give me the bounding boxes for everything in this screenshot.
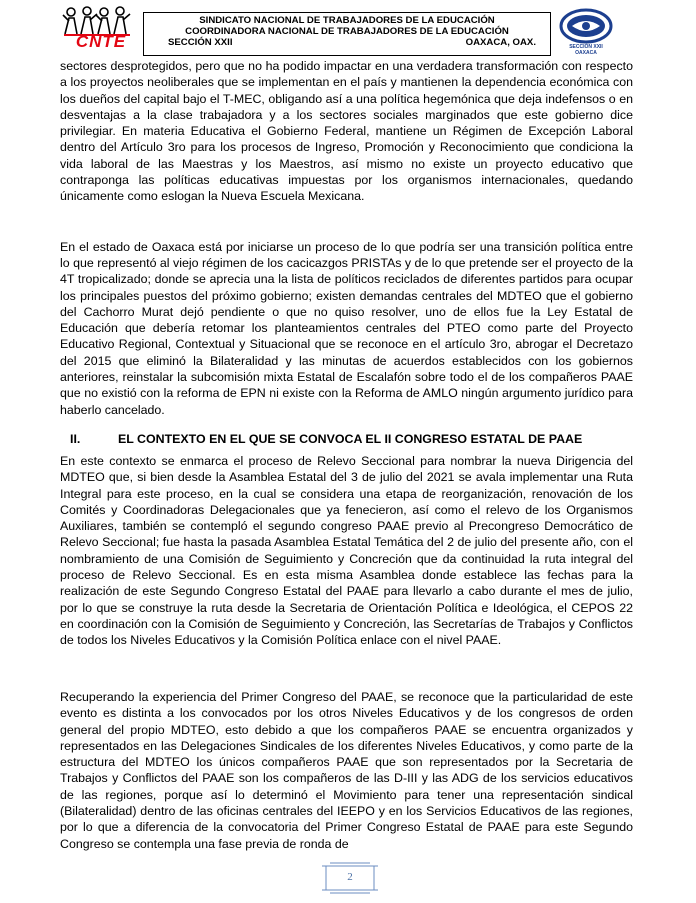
body-top xyxy=(60,58,633,418)
page-footer xyxy=(320,862,380,898)
paragraph: En el estado de Oaxaca está por iniciarse un proceso de lo que podría ser una transición política entre lo que representó al viejo régimen de los cacicazgos PRISTAs y de lo que pretende ser el proyecto de la 4T tropicalizado; donde se aprecia una la lista de políticos reciclados de diferentes partidos para ocupar los principales puestos del próximo gobierno; existen demandas centrales del MDTEO que el gobierno del Cachorro Murat dejó pendiente o que no quiso resolver, uno de ellos fue la Ley Estatal de Educación que debería retomar los planteamientos centrales del PTEO como parte del Proyecto Educativo Regional, Contextual y Situacional que se reconoce en el artículo 3ro, abrogar el Decretazo del 2015 que eliminó la Bilateralidad y las minutas de acuerdos establecidos con los gobiernos anteriores, reinstalar la subcomisión mixta Estatal de Escalafón sobre todo el de los compañeros PAAE que no existió con la reforma de EPN ni existe con la Reforma de AMLO ningún argumento jurídico para haberlo cancelado. xyxy=(60,239,633,417)
body-section-1 xyxy=(60,453,633,649)
header-line-1: SINDICATO NACIONAL DE TRABAJADORES DE LA EDUCACIÓN xyxy=(199,15,495,26)
seal-caption: SECCIÓN XXII OAXACA xyxy=(569,44,603,56)
cnte-logo-text: CNTE xyxy=(75,32,127,51)
header-location: OAXACA, OAX. xyxy=(465,37,536,48)
header-line-3 xyxy=(144,37,550,48)
paragraph: En este contexto se enmarca el proceso de Relevo Seccional para nombrar la nueva Dirigencia del MDTEO que, si bien desde la Asamblea Estatal del 3 de julio del 2021 se avala implementar una Ruta Integral para este proceso, en la cual se considera una etapa de reorganización, renovación de los Comités y Coordinadoras Delegacionales que ya fenecieron, así como el relevo de los Organismos Auxiliares, también se contempló el segundo congreso PAAE previo al Precongreso Democrático de Relevo Seccional; fue hasta la pasada Asamblea Estatal Temática del 2 de julio del presente año, con el nombramiento de una Comisión de Seguimiento y Concreción que da continuidad la ruta integral del proceso de Relevo Seccional. Es en esta misma Asamblea donde establece las fechas para la realización de este Segundo Congreso Estatal del PAAE para llevarlo a cabo durante el mes de julio, por lo que se construye la ruta desde la Secretaria de Orientación Política e Ideológica, el CEPOS 22 en coordinación con la Comisión de Seguimiento y Concreción, las Secretarías de Trabajos y Conflictos de todos los Niveles Educativos y la Comisión Política enlace con el nivel PAAE. xyxy=(60,454,633,648)
header-line-2: COORDINADORA NACIONAL DE TRABAJADORES DE LA EDUCACIÓN xyxy=(185,26,509,37)
cnte-logo xyxy=(58,6,134,54)
page-header xyxy=(0,0,696,60)
section-number: II. xyxy=(70,432,81,446)
header-section: SECCIÓN XXII xyxy=(168,37,233,48)
page-number: 2 xyxy=(347,871,353,883)
body-section-2 xyxy=(60,689,633,852)
snte-seal-icon xyxy=(558,8,614,44)
section-title: EL CONTEXTO EN EL QUE SE CONVOCA EL II CONGRESO ESTATAL DE PAAE xyxy=(118,432,583,446)
section-seal xyxy=(558,8,614,60)
paragraph: sectores desprotegidos, pero que no ha podido impactar en una verdadera transformación con respecto a los proyectos neoliberales que se implementan en el país y mantienen la dependencia económica con los dueños del capital bajo el T-MEC, obligando así a una política hegemónica que deja indefensos o en desventajas a la clase trabajadora y a los sectores sociales marginados que este gobierno dice privilegiar. En materia Educativa el Gobierno Federal, mantiene un Régimen de Excepción Laboral dentro del Artículo 3ro para los procesos de Ingreso, Promoción y Reconocimiento que condiciona la vida laboral de las Maestras y los Maestros, así mismo no existe un proyecto educativo que contraponga las políticas educativas impuestas por los organismos internacionales, quedando únicamente como eslogan la Nueva Escuela Mexicana. xyxy=(60,59,633,204)
section-heading xyxy=(60,431,633,447)
header-title-box xyxy=(143,12,551,56)
paragraph: Recuperando la experiencia del Primer Congreso del PAAE, se reconoce que la particularidad de este evento es distinta a los convocados por los otros Niveles Educativos y de los congresos de orden general del propio MDTEO, esto debido a que los compañeros PAAE se encuentra organizados y representados en las Delegaciones Sindicales de los diferentes Niveles Educativos, y como parte de la estructura del MDTEO los únicos compañeros PAAE que son representados por la Secretaria de Trabajos y Conflictos del PAAE son los compañeros de las D-III y las ADG de los servicios educativos de las regiones, porque así lo determinó el Movimiento para tener una representación sindical (Bilateralidad) dentro de las oficinas centrales del IEEPO y en los Servicios Educativos de las regiones, por lo que a diferencia de la convocatoria del Primer Congreso Estatal de PAAE para este Segundo Congreso se contempla una fase previa de ronda de xyxy=(60,690,633,851)
